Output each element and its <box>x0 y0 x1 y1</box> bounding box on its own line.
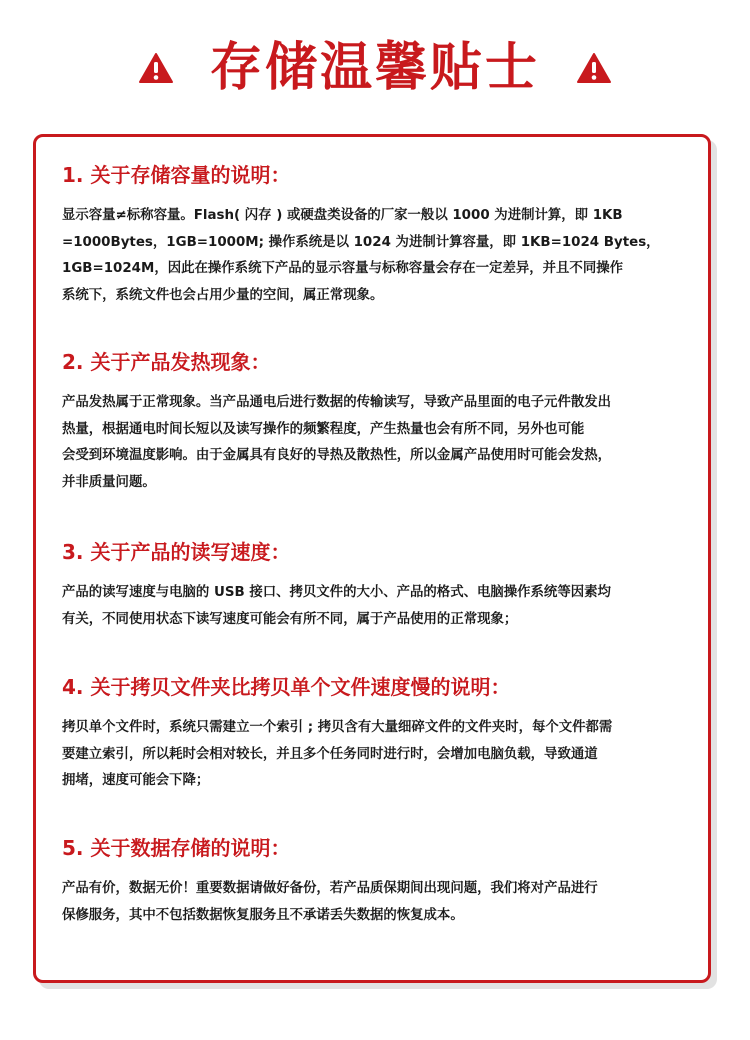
section-heading: 1. 关于存储容量的说明： <box>62 163 291 187</box>
tip-section-heat <box>62 346 702 496</box>
section-heading: 4. 关于拷贝文件夹比拷贝单个文件速度慢的说明： <box>62 675 511 699</box>
section-body <box>62 715 702 795</box>
section-heading: 5. 关于数据存储的说明： <box>62 836 291 860</box>
body-line: 拥堵，速度可能会下降； <box>62 773 210 788</box>
section-heading: 3. 关于产品的读写速度： <box>62 540 291 564</box>
body-line: =1000Bytes，1GB=1000M; 操作系统是以 1024 为进制计算容量，即 1KB=1024 Bytes， <box>62 234 660 250</box>
tip-section-capacity <box>62 159 702 309</box>
body-line: 系统下，系统文件也会占用少量的空间，属正常现象。 <box>62 287 384 303</box>
body-line: 产品的读写速度与电脑的 USB 接口、拷贝文件的大小、产品的格式、电脑操作系统等因素均 <box>62 585 611 600</box>
section-body <box>62 203 702 309</box>
body-line: 1GB=1024M，因此在操作系统下产品的显示容量与标称容量会存在一定差异，并且不同操作 <box>62 261 623 276</box>
body-line: 有关，不同使用状态下读写速度可能会有所不同，属于产品使用的正常现象； <box>62 611 518 627</box>
tips-card <box>33 134 711 983</box>
section-heading: 2. 关于产品发热现象： <box>62 350 271 374</box>
body-line: 产品发热属于正常现象。当产品通电后进行数据的传输读写，导致产品里面的电子元件散发出 <box>62 395 612 410</box>
body-line: 会受到环境温度影响。由于金属具有良好的导热及散热性，所以金属产品使用时可能会发热， <box>62 448 612 463</box>
body-line: 保修服务，其中不包括数据恢复服务且不承诺丢失数据的恢复成本。 <box>62 907 464 923</box>
body-line: 热量，根据通电时间长短以及读写操作的频繁程度，产生热量也会有所不同，另外也可能 <box>62 421 585 437</box>
section-body <box>62 580 702 633</box>
page-title: 存储温馨贴士 <box>209 38 540 98</box>
warning-triangle-icon <box>138 52 174 84</box>
warning-triangle-icon <box>576 52 612 84</box>
tip-section-data-storage <box>62 832 702 929</box>
body-line: 拷贝单个文件时，系统只需建立一个索引 ; 拷贝含有大量细碎文件的文件夹时，每个文件都需 <box>62 720 613 735</box>
tip-section-folder-copy <box>62 671 702 795</box>
section-body <box>62 390 702 496</box>
page-header <box>0 28 750 108</box>
tip-section-speed <box>62 536 702 633</box>
body-line: 产品有价，数据无价！重要数据请做好备份，若产品质保期间出现问题，我们将对产品进行 <box>62 881 598 896</box>
section-body <box>62 876 702 929</box>
body-line: 并非质量问题。 <box>62 474 156 490</box>
body-line: 要建立索引，所以耗时会相对较长，并且多个任务同时进行时，会增加电脑负载，导致通道 <box>62 746 598 762</box>
body-line: 显示容量≠标称容量。Flash( 闪存 ) 或硬盘类设备的厂家一般以 1000 为进制计算，即 1KB <box>62 208 623 223</box>
